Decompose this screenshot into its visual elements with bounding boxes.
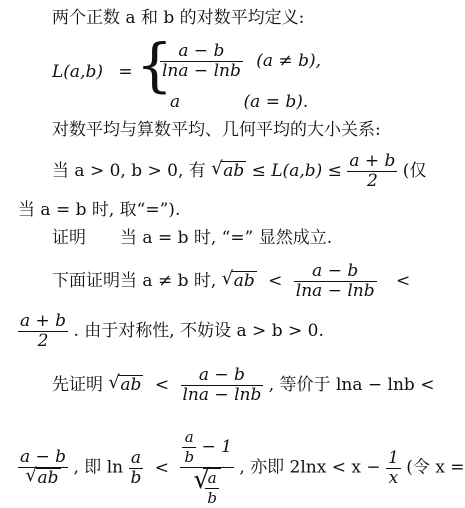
one-numerator: 1 [388, 447, 399, 468]
inner-sqrt-b: b [207, 489, 217, 507]
one-over-x-fraction [386, 449, 401, 488]
sqrt-radicand: ab [37, 468, 59, 488]
proof-goal-text: 下面证明当 a ≠ b 时, [52, 271, 217, 291]
case-two-condition: (a = b). [243, 92, 309, 112]
sqrt-radicand: ab [233, 271, 255, 291]
definition-intro: 两个正数 a 和 b 的对数平均定义: [52, 8, 305, 28]
arith-mean-denominator: 2 [37, 331, 49, 351]
less-than: < [396, 271, 411, 291]
sqrt-ab: √ ab [221, 268, 255, 291]
relation-intro: 对数平均与算数平均、几何平均的大小关系: [52, 120, 381, 140]
a-over-b-fraction [129, 449, 144, 488]
log-mean-numerator: a − b [294, 262, 377, 282]
inner-b: b [184, 448, 195, 466]
proof-goal [52, 262, 410, 301]
transformation-line [18, 428, 465, 508]
inequality-condition: 当 a > 0, b > 0, 有 [52, 161, 206, 181]
arith-mean-numerator: a + b [20, 311, 67, 331]
sqrt-ab: √ ab [25, 465, 59, 488]
ratio-fraction [18, 448, 68, 488]
inequality-statement [52, 152, 426, 191]
case-one-condition: (a ≠ b), [256, 51, 321, 71]
arith-mean-fraction [18, 312, 68, 351]
sqrt-radicand: ab [120, 375, 142, 395]
equality-condition: 当 a = b 时, 取“=”). [18, 200, 181, 220]
log-mean-fraction [294, 262, 377, 301]
log-mean-fraction [181, 366, 264, 405]
arith-mean-fraction [347, 152, 397, 191]
log-mean-denominator: lna − lnb [182, 385, 262, 405]
ratio-denominator [18, 465, 68, 488]
b-denominator: b [130, 467, 142, 488]
x-denominator: x [388, 467, 399, 488]
ln-text: , 即 ln [73, 457, 124, 478]
case-one-numerator: a − b [160, 42, 243, 62]
substitution-text: (令 x = [406, 457, 465, 478]
big-fraction [180, 428, 233, 508]
sqrt-ab: √ ab [211, 158, 245, 181]
inequality-paren: (仅 [402, 161, 427, 181]
inequality-middle: ≤ L(a,b) ≤ [251, 161, 342, 181]
less-than: < [268, 271, 283, 291]
inner-a: a [182, 428, 196, 448]
less-than: < [154, 457, 170, 478]
first-proof [52, 366, 434, 405]
minus-one: − 1 [201, 437, 232, 457]
big-denominator [180, 465, 233, 508]
inner-a-over-b [182, 428, 196, 467]
sqrt-ab: √ ab [108, 372, 142, 395]
less-than: < [154, 375, 170, 395]
sqrt-a-over-b: √ $\frac{a}{b}$ [193, 468, 221, 508]
symmetry-line [18, 312, 324, 351]
log-mean-numerator: a − b [181, 366, 264, 386]
case-one-fraction [160, 42, 243, 81]
equivalent-text: , 等价于 lna − lnb < [268, 375, 435, 395]
case-two-value: a [170, 92, 181, 112]
case-one-denominator: lna − lnb [162, 61, 241, 81]
sqrt-radicand: ab [223, 161, 245, 181]
symmetry-text: . 由于对称性, 不妨设 a > b > 0. [73, 321, 324, 341]
definition-lhs [52, 62, 133, 82]
log-inequality-text: , 亦即 2lnx < x − [239, 457, 381, 478]
a-numerator: a [129, 449, 144, 469]
case-one [160, 42, 321, 81]
proof-start: 证明 当 a = b 时, “=” 显然成立. [52, 228, 333, 248]
case-two [170, 92, 308, 112]
equals-sign: = [118, 62, 133, 82]
inner-sqrt-a: a [205, 469, 219, 489]
lhs-expression: L(a,b) [52, 62, 103, 82]
first-proof-label: 先证明 [52, 375, 103, 395]
arith-mean-numerator: a + b [349, 151, 396, 171]
left-brace: { [136, 31, 173, 99]
big-numerator [180, 428, 233, 468]
arith-mean-denominator: 2 [366, 171, 378, 191]
ratio-numerator: a − b [20, 447, 67, 467]
log-mean-denominator: lna − lnb [295, 281, 375, 301]
